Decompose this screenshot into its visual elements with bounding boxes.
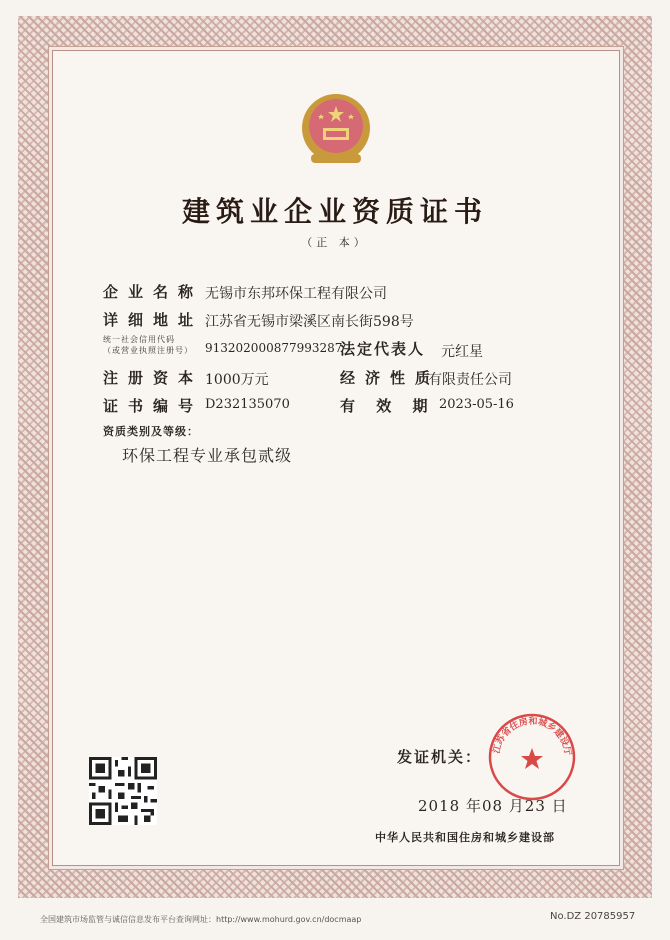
credit-code-value: 913202000877993287 bbox=[205, 341, 343, 355]
credit-code-label: 统一社会信用代码 bbox=[103, 335, 175, 344]
legal-rep-label: 法定代表人 bbox=[340, 340, 426, 358]
qr-code-icon bbox=[89, 757, 157, 825]
svg-text:江苏省住房和城乡建设厅: 江苏省住房和城乡建设厅 bbox=[492, 716, 573, 757]
capital-label: 注册资本 bbox=[103, 369, 204, 387]
certificate-subtitle: （正 本） bbox=[301, 236, 369, 249]
company-name-value: 无锡市东邦环保工程有限公司 bbox=[205, 286, 387, 302]
valid-until-value: 2023-05-16 bbox=[439, 397, 514, 412]
issue-date: 2018 年08 月23 日 bbox=[418, 797, 568, 815]
address-value: 江苏省无锡市梁溪区南长街598号 bbox=[205, 314, 414, 330]
company-name-label: 企业名称 bbox=[103, 283, 204, 301]
qualification-label: 资质类别及等级： bbox=[103, 425, 199, 438]
footer-query-url: 全国建筑市场监管与诚信信息发布平台查询网址：http://www.mohurd.gov.cn/docmaap bbox=[40, 915, 362, 924]
econ-nature-value: 有限责任公司 bbox=[428, 372, 512, 388]
qualification-value: 环保工程专业承包贰级 bbox=[122, 446, 293, 465]
issuer-label: 发证机关： bbox=[397, 748, 483, 766]
issuing-ministry: 中华人民共和国住房和城乡建设部 bbox=[375, 831, 555, 844]
certificate-title: 建筑业企业资质证书 bbox=[181, 195, 488, 228]
serial-number: No.DZ 20785957 bbox=[550, 911, 636, 922]
legal-rep-value: 元红星 bbox=[441, 344, 483, 360]
valid-until-label: 有 效 期 bbox=[340, 397, 436, 415]
cert-no-label: 证书编号 bbox=[103, 397, 204, 415]
cert-no-value: D232135070 bbox=[205, 397, 290, 412]
econ-nature-label: 经济性质 bbox=[340, 369, 441, 387]
national-emblem-icon bbox=[293, 88, 379, 172]
credit-code-label-sub: （或营业执照注册号） bbox=[103, 346, 193, 355]
capital-value: 1000万元 bbox=[205, 372, 269, 388]
address-label: 详细地址 bbox=[103, 311, 204, 329]
official-seal-icon bbox=[487, 712, 577, 802]
